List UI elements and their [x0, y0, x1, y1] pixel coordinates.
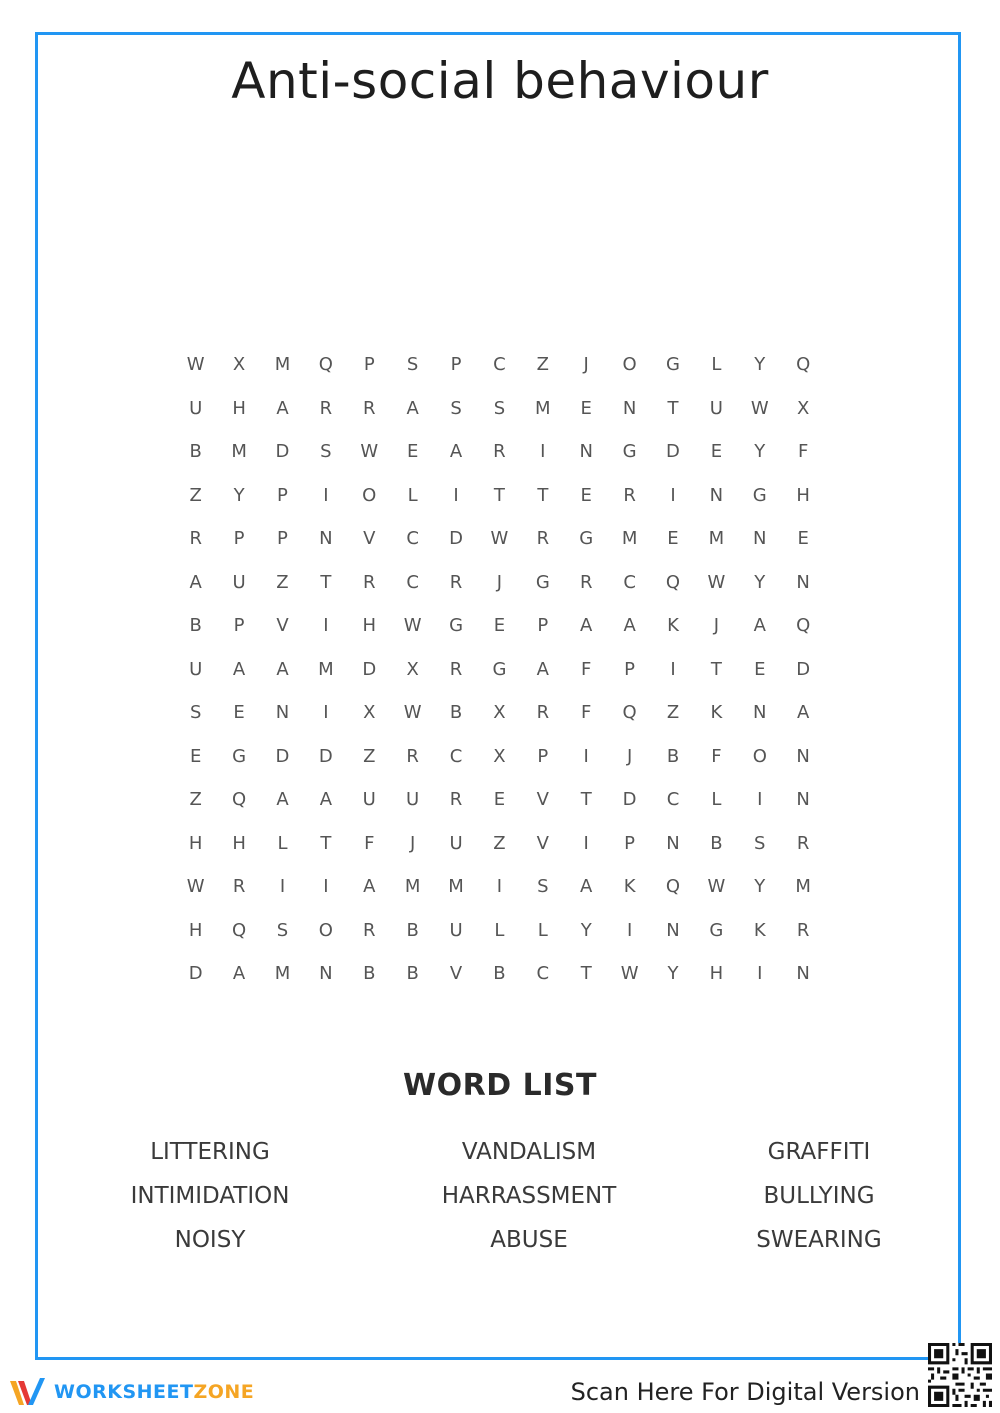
grid-cell: U — [406, 789, 420, 811]
grid-cell: Z — [276, 571, 289, 593]
grid-cell: I — [323, 702, 329, 724]
grid-cell: U — [362, 789, 376, 811]
grid-cell: I — [453, 484, 459, 506]
grid-cell: I — [323, 484, 329, 506]
grid-cell: D — [622, 789, 637, 811]
word-item: SWEARING — [756, 1227, 882, 1253]
grid-cell: T — [320, 571, 332, 593]
grid-cell: Q — [318, 354, 333, 376]
grid-cell: W — [707, 876, 726, 898]
grid-cell: I — [757, 963, 763, 985]
grid-cell: U — [189, 397, 203, 419]
grid-cell: N — [796, 963, 810, 985]
grid-cell: C — [406, 528, 419, 550]
grid-cell: L — [711, 789, 722, 811]
grid-cell: B — [406, 963, 419, 985]
grid-cell: R — [536, 528, 550, 550]
grid-cell: I — [496, 876, 503, 898]
word-item: INTIMIDATION — [130, 1183, 290, 1209]
qr-code-icon[interactable] — [928, 1343, 992, 1407]
grid-cell: F — [581, 658, 592, 680]
grid-cell: R — [189, 528, 202, 550]
grid-cell: R — [363, 397, 376, 419]
grid-cell: R — [319, 397, 333, 419]
grid-cell: C — [449, 745, 463, 767]
grid-cell: C — [406, 571, 419, 593]
grid-cell: Y — [667, 963, 679, 985]
grid-cell: N — [666, 832, 680, 854]
grid-cell: K — [667, 615, 679, 637]
grid-cell: D — [796, 658, 811, 680]
grid-cell: Y — [754, 441, 766, 463]
grid-cell: Z — [189, 789, 202, 811]
grid-cell: A — [232, 658, 246, 680]
grid-cell: A — [276, 789, 289, 811]
grid-cell: G — [622, 441, 637, 463]
grid-cell: V — [449, 963, 463, 985]
grid-cell: A — [276, 397, 289, 419]
grid-cell: A — [232, 963, 246, 985]
grid-cell: M — [708, 528, 725, 550]
letter-grid — [174, 343, 825, 996]
grid-cell: S — [754, 832, 766, 854]
grid-cell: O — [318, 919, 333, 941]
grid-cell: Q — [232, 789, 247, 811]
grid-cell: C — [493, 354, 506, 376]
grid-cell: H — [188, 832, 203, 854]
grid-cell: W — [360, 441, 379, 463]
grid-cell: B — [493, 963, 506, 985]
grid-cell: X — [493, 702, 506, 724]
grid-cell: P — [363, 354, 375, 376]
word-item: HARRASSMENT — [441, 1183, 617, 1209]
grid-cell: B — [449, 702, 463, 724]
grid-cell: N — [666, 919, 680, 941]
grid-cell: D — [275, 441, 290, 463]
grid-cell: F — [711, 745, 722, 767]
grid-cell: W — [750, 397, 769, 419]
logo-icon — [8, 1375, 48, 1409]
grid-cell: A — [363, 876, 376, 898]
grid-cell: A — [406, 397, 419, 419]
word-item: GRAFFITI — [767, 1139, 871, 1165]
grid-cell: G — [449, 615, 464, 637]
grid-cell: R — [363, 571, 376, 593]
grid-cell: I — [583, 745, 589, 767]
grid-cell: W — [403, 702, 422, 724]
grid-cell: S — [189, 702, 202, 724]
grid-cell: P — [277, 528, 288, 550]
grid-cell: H — [362, 615, 377, 637]
grid-cell: Z — [189, 484, 202, 506]
grid-cell: S — [450, 397, 462, 419]
grid-cell: A — [319, 789, 333, 811]
word-item: BULLYING — [763, 1183, 875, 1209]
grid-cell: E — [493, 789, 506, 811]
grid-cell: T — [710, 658, 722, 680]
grid-cell: E — [580, 397, 592, 419]
grid-cell: R — [796, 919, 810, 941]
grid-cell: Q — [232, 919, 247, 941]
grid-cell: A — [580, 615, 593, 637]
grid-cell: M — [231, 441, 247, 463]
grid-cell: Z — [666, 702, 680, 724]
grid-cell: E — [406, 441, 419, 463]
grid-cell: N — [796, 745, 810, 767]
grid-cell: W — [403, 615, 422, 637]
word-item: VANDALISM — [461, 1139, 597, 1165]
grid-cell: N — [753, 702, 767, 724]
grid-cell: O — [362, 484, 377, 506]
grid-cell: C — [623, 571, 636, 593]
grid-cell: L — [537, 919, 548, 941]
grid-cell: W — [186, 354, 205, 376]
grid-cell: P — [624, 832, 636, 854]
logo-text — [54, 1381, 254, 1403]
word-item: ABUSE — [490, 1227, 568, 1253]
grid-cell: W — [620, 963, 639, 985]
scan-text: Scan Here For Digital Version — [570, 1378, 920, 1406]
grid-cell: R — [449, 789, 463, 811]
grid-cell: H — [709, 963, 724, 985]
grid-cell: S — [320, 441, 332, 463]
grid-cell: P — [537, 615, 549, 637]
grid-cell: E — [580, 484, 592, 506]
grid-cell: V — [536, 832, 549, 854]
grid-cell: X — [796, 397, 810, 419]
grid-cell: N — [796, 789, 810, 811]
grid-cell: E — [710, 441, 723, 463]
grid-cell: X — [363, 702, 376, 724]
grid-cell: V — [536, 789, 549, 811]
grid-cell: T — [493, 484, 505, 506]
grid-cell: E — [797, 528, 809, 550]
grid-cell: Y — [580, 919, 592, 941]
grid-cell: T — [667, 397, 679, 419]
grid-cell: H — [232, 397, 246, 419]
grid-cell: R — [536, 702, 550, 724]
grid-cell: I — [670, 658, 676, 680]
grid-cell: A — [580, 876, 593, 898]
grid-cell: A — [189, 571, 202, 593]
grid-cell: C — [666, 789, 680, 811]
grid-cell: N — [796, 571, 810, 593]
grid-cell: F — [797, 441, 809, 463]
grid-cell: P — [233, 615, 245, 637]
grid-cell: N — [579, 441, 593, 463]
grid-cell: O — [752, 745, 767, 767]
word-list — [40, 1130, 960, 1262]
grid-cell: B — [710, 832, 723, 854]
grid-cell: P — [450, 354, 462, 376]
grid-cell: Z — [363, 745, 376, 767]
grid-cell: L — [711, 354, 722, 376]
grid-cell: E — [754, 658, 766, 680]
grid-cell: Y — [754, 571, 766, 593]
grid-cell: B — [189, 615, 202, 637]
logo-text-zone: ZONE — [193, 1381, 255, 1403]
grid-cell: I — [757, 789, 763, 811]
grid-cell: D — [275, 745, 290, 767]
grid-cell: S — [537, 876, 549, 898]
grid-cell: N — [275, 702, 290, 724]
word-item: LITTERING — [150, 1139, 270, 1165]
grid-cell: U — [709, 397, 723, 419]
grid-cell: F — [364, 832, 375, 854]
grid-cell: G — [535, 571, 550, 593]
grid-cell: B — [406, 919, 419, 941]
grid-cell: G — [579, 528, 594, 550]
grid-cell: Q — [796, 615, 811, 637]
grid-cell: N — [709, 484, 724, 506]
grid-cell: D — [666, 441, 680, 463]
grid-cell: L — [277, 832, 288, 854]
grid-cell: K — [623, 876, 636, 898]
grid-cell: R — [579, 571, 593, 593]
grid-cell: Y — [233, 484, 245, 506]
grid-cell: H — [188, 919, 203, 941]
grid-cell: I — [323, 615, 329, 637]
grid-cell: P — [233, 528, 245, 550]
grid-cell: Q — [796, 354, 811, 376]
grid-cell: P — [537, 745, 549, 767]
page-title: Anti-social behaviour — [231, 52, 769, 110]
grid-cell: R — [796, 832, 810, 854]
grid-cell: S — [493, 397, 506, 419]
grid-cell: V — [276, 615, 289, 637]
grid-cell: M — [535, 397, 551, 419]
grid-cell: M — [318, 658, 334, 680]
grid-cell: W — [490, 528, 509, 550]
grid-cell: Z — [536, 354, 549, 376]
grid-cell: C — [536, 963, 550, 985]
grid-cell: M — [448, 876, 464, 898]
grid-cell: U — [449, 919, 463, 941]
grid-cell: I — [626, 919, 633, 941]
grid-cell: G — [492, 658, 507, 680]
grid-cell: X — [406, 658, 419, 680]
grid-cell: I — [279, 876, 286, 898]
grid-cell: N — [319, 963, 333, 985]
grid-cell: A — [536, 658, 549, 680]
grid-cell: G — [232, 745, 247, 767]
grid-cell: G — [666, 354, 680, 376]
grid-cell: J — [713, 615, 720, 637]
grid-cell: D — [318, 745, 333, 767]
grid-cell: X — [493, 745, 506, 767]
grid-cell: V — [363, 528, 376, 550]
grid-cell: D — [188, 963, 203, 985]
grid-cell: J — [583, 354, 589, 376]
grid-cell: L — [494, 919, 505, 941]
grid-cell: R — [449, 658, 463, 680]
logo-text-worksheet: WORKSHEET — [54, 1381, 194, 1403]
grid-cell: Q — [665, 876, 681, 898]
grid-cell: I — [670, 484, 676, 506]
grid-cell: M — [274, 963, 291, 985]
grid-cell: K — [753, 919, 766, 941]
grid-cell: S — [406, 354, 419, 376]
grid-cell: H — [232, 832, 246, 854]
grid-cell: F — [581, 702, 592, 724]
grid-cell: Y — [754, 354, 766, 376]
grid-cell: J — [409, 832, 416, 854]
grid-cell: E — [233, 702, 245, 724]
grid-cell: P — [624, 658, 636, 680]
grid-cell: R — [623, 484, 636, 506]
grid-cell: X — [232, 354, 246, 376]
grid-cell: R — [406, 745, 419, 767]
grid-cell: Q — [665, 571, 681, 593]
grid-cell: A — [797, 702, 810, 724]
grid-cell: K — [710, 702, 723, 724]
grid-cell: U — [449, 832, 463, 854]
grid-cell: M — [795, 876, 811, 898]
grid-cell: R — [363, 919, 376, 941]
grid-cell: T — [580, 789, 592, 811]
grid-cell: A — [276, 658, 289, 680]
grid-cell: B — [666, 745, 680, 767]
grid-cell: N — [319, 528, 333, 550]
grid-cell: R — [449, 571, 463, 593]
grid-cell: R — [493, 441, 506, 463]
grid-cell: M — [404, 876, 421, 898]
grid-cell: B — [363, 963, 376, 985]
grid-cell: H — [796, 484, 810, 506]
grid-cell: W — [707, 571, 726, 593]
grid-cell: T — [580, 963, 592, 985]
grid-cell: T — [537, 484, 549, 506]
word-item: NOISY — [174, 1227, 246, 1253]
grid-cell: O — [622, 354, 637, 376]
grid-cell: Q — [622, 702, 637, 724]
grid-cell: E — [667, 528, 679, 550]
worksheetzone-logo[interactable] — [8, 1373, 254, 1411]
grid-cell: Y — [754, 876, 766, 898]
grid-cell: W — [186, 876, 205, 898]
grid-cell: E — [190, 745, 202, 767]
grid-cell: E — [493, 615, 506, 637]
grid-cell: A — [449, 441, 463, 463]
grid-cell: Z — [493, 832, 506, 854]
grid-cell: M — [621, 528, 638, 550]
grid-cell: T — [320, 832, 332, 854]
grid-cell: J — [496, 571, 503, 593]
grid-cell: G — [752, 484, 767, 506]
grid-cell: D — [449, 528, 463, 550]
grid-cell: A — [753, 615, 766, 637]
grid-cell: B — [189, 441, 202, 463]
grid-cell: M — [274, 354, 291, 376]
grid-cell: L — [407, 484, 418, 506]
grid-cell: I — [583, 832, 589, 854]
grid-cell: N — [753, 528, 767, 550]
word-list-heading: WORD LIST — [403, 1068, 597, 1103]
grid-cell: U — [232, 571, 246, 593]
grid-cell: J — [626, 745, 633, 767]
grid-cell: I — [323, 876, 329, 898]
grid-cell: R — [232, 876, 246, 898]
grid-cell: N — [622, 397, 637, 419]
grid-cell: A — [623, 615, 636, 637]
grid-cell: I — [540, 441, 546, 463]
grid-cell: S — [276, 919, 289, 941]
grid-cell: D — [362, 658, 377, 680]
grid-cell: G — [709, 919, 724, 941]
grid-cell: U — [189, 658, 203, 680]
grid-cell: P — [277, 484, 288, 506]
